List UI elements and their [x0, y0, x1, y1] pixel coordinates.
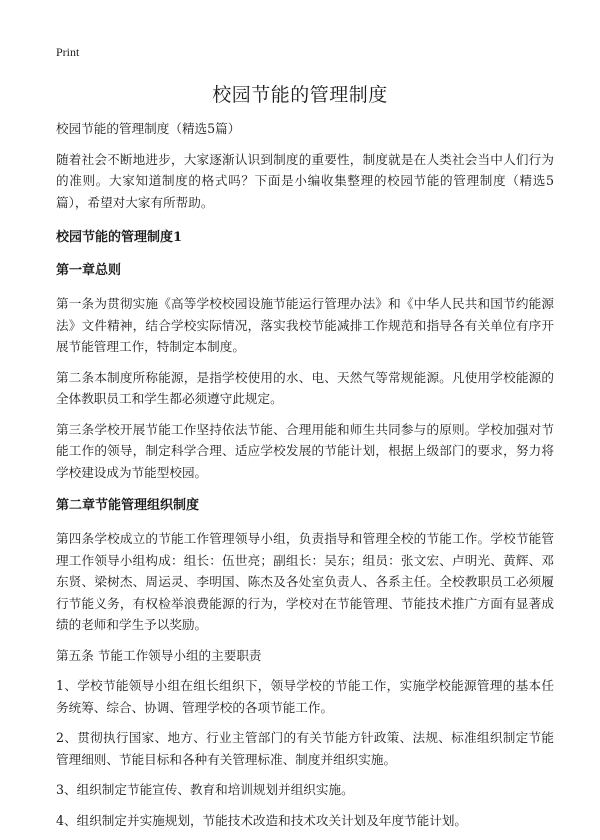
page-title: 校园节能的管理制度 [212, 84, 388, 106]
section-title: 校园节能的管理制度1 [56, 230, 183, 245]
document-body [56, 118, 554, 840]
document-subtitle: 校园节能的管理制度（精选5篇） [56, 121, 241, 136]
duty-item-4: 4、组织制定并实施规划，节能技术改造和技术攻关计划及年度节能计划。 [56, 812, 468, 828]
duty-item-2: 2、贯彻执行国家、地方、行业主管部门的有关节能方针政策、法规、标准组织制定节能管理细则、节能目标和各种有关管理标准、制度并组织实施。 [56, 730, 554, 767]
print-link[interactable]: Print [56, 45, 80, 59]
chapter-1-heading: 第一章总则 [56, 263, 122, 278]
article-4: 第四条学校成立的节能工作管理领导小组，负责指导和管理全校的节能工作。学校节能管理工作领导小组构成：组长：伍世亮；副组长：吴东；组员：张文宏、卢明光、黄辉、邓东贤、梁树杰、周运灵、李明国、陈杰及各处室负责人、各系主任。全校教职员工必须履行节能义务，有权检举浪费能源的行为，学校对在节能管理、节能技术推广方面有显著成绩的老师和学生予以奖励。 [56, 531, 554, 632]
duty-item-1: 1、学校节能领导小组在组长组织下，领导学校的节能工作，实施学校能源管理的基本任务统筹、综合、协调、管理学校的各项节能工作。 [56, 678, 554, 715]
article-1: 第一条为贯彻实施《高等学校校园设施节能运行管理办法》和《中华人民共和国节约能源法》文件精神，结合学校实际情况，落实我校节能减排工作规范和指导各有关单位有序开展节能管理工作，特制定本制度。 [56, 296, 554, 354]
article-2: 第二条本制度所称能源，是指学校使用的水、电、天然气等常规能源。凡使用学校能源的全体教职员工和学生都必须遵守此规定。 [56, 369, 554, 406]
chapter-2-heading: 第二章节能管理组织制度 [56, 498, 200, 513]
intro-paragraph: 随着社会不断地进步，大家逐渐认识到制度的重要性，制度就是在人类社会当中人们行为的准则。大家知道制度的格式吗？下面是小编收集整理的校园节能的管理制度（精选5篇），希望对大家有所帮助。 [56, 151, 554, 210]
article-5-title: 第五条 节能工作领导小组的主要职责 [56, 647, 262, 663]
article-3: 第三条学校开展节能工作坚持依法节能、合理用能和师生共同参与的原则。学校加强对节能工作的领导，制定科学合理、适应学校发展的节能计划，根据上级部门的要求，努力将学校建设成为节能型校园。 [56, 421, 554, 480]
duty-item-3: 3、组织制定节能宣传、教育和培训规划并组织实施。 [56, 782, 354, 797]
